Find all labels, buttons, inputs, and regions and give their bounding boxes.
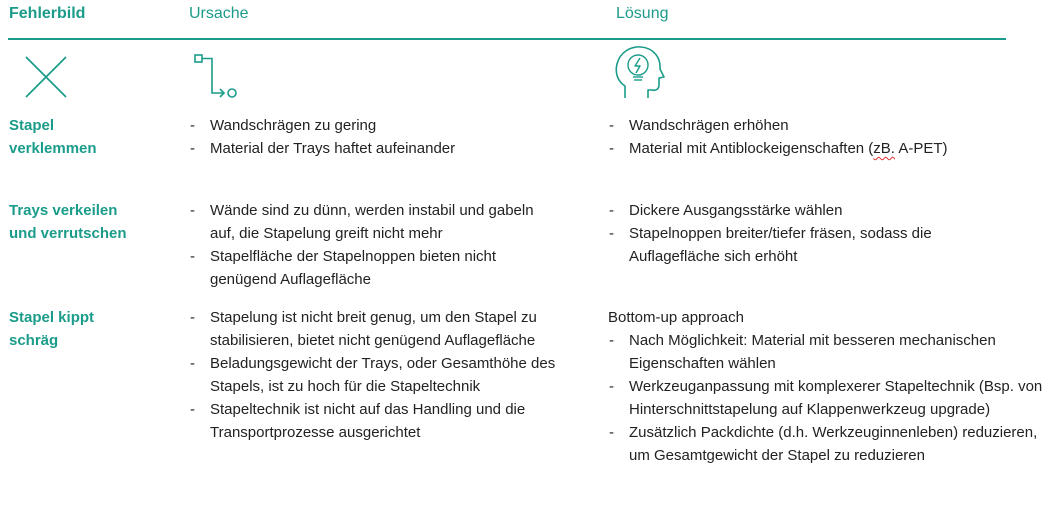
list-item: - Stapelfläche der Stapelnoppen bieten nicht genügend Auflagefläche (189, 245, 549, 291)
list-item: - Wände sind zu dünn, werden instabil und gabeln auf, die Stapelung greift nicht mehr (189, 199, 549, 245)
list-item: - Material der Trays haftet aufeinander (189, 137, 574, 160)
fehlerbild-trays-verkeilen: Trays verkeilen und verrutschen (9, 202, 127, 242)
ursache-list-row3 (189, 306, 574, 444)
list-item: - Werkzeuganpassung mit komplexerer Stapeltechnik (Bsp. von Hinterschnittstapelung auf Klappenwerkzeug upgrade) (608, 375, 1048, 421)
list-item: - Material mit Antiblockeigenschaften (zB. A-PET) (608, 137, 1048, 160)
list-item: - Beladungsgewicht der Trays, oder Gesamthöhe des Stapels, ist zu hoch für die Stapeltechnik (189, 352, 574, 398)
fehlerbild-stapel-kippt: Stapel kippt schräg (9, 309, 95, 349)
spellcheck-marked-word: zB. (873, 140, 895, 157)
header-fehlerbild: Fehlerbild (9, 5, 86, 22)
list-item: - Stapeltechnik ist nicht auf das Handling und die Transportprozesse ausgerichtet (189, 398, 574, 444)
list-item: - Nach Möglichkeit: Material mit besseren mechanischen Eigenschaften wählen (608, 329, 1048, 375)
list-item: - Wandschrägen erhöhen (608, 114, 1048, 137)
x-icon (24, 55, 68, 99)
loesung-list-row3 (608, 329, 1048, 467)
header-divider (8, 38, 1006, 40)
header-ursache: Ursache (189, 5, 249, 22)
ursache-list-row2 (189, 199, 549, 291)
loesung-intro: Bottom-up approach (608, 309, 744, 326)
process-path-icon (194, 54, 240, 100)
ursache-list-row1 (189, 114, 574, 160)
list-item: - Wandschrägen zu gering (189, 114, 574, 137)
list-item: - Stapelnoppen breiter/tiefer fräsen, sodass die Auflagefläche sich erhöht (608, 222, 1008, 268)
loesung-list-row2 (608, 199, 1008, 268)
list-item: - Zusätzlich Packdichte (d.h. Werkzeuginnenleben) reduzieren, um Gesamtgewicht der Stapel zu reduzieren (608, 421, 1048, 467)
list-item: - Dickere Ausgangsstärke wählen (608, 199, 1008, 222)
head-lightbulb-icon (613, 44, 665, 100)
header-loesung: Lösung (616, 5, 669, 22)
list-item: - Stapelung ist nicht breit genug, um den Stapel zu stabilisieren, bietet nicht genügend Auflagefläche (189, 306, 574, 352)
fehlerbild-stapel-verklemmen: Stapel verklemmen (9, 117, 97, 157)
loesung-list-row1 (608, 114, 1048, 160)
